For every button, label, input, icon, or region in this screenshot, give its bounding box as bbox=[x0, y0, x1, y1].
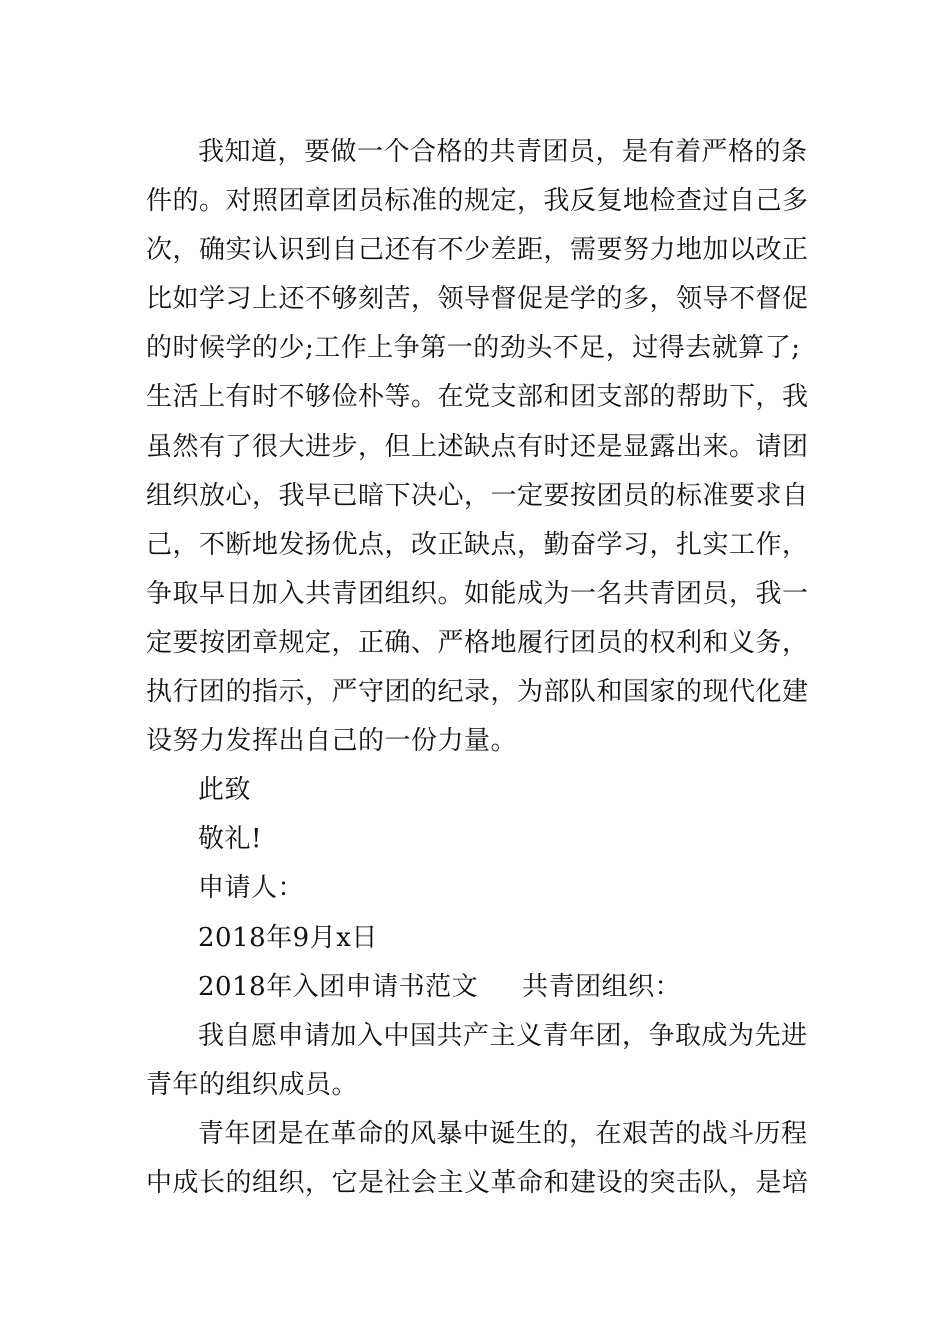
greeting: 共青团组织： bbox=[522, 971, 682, 1002]
paragraph-league-intro bbox=[146, 1110, 808, 1208]
text-line: 比如学习上还不够刻苦，领导督促是学的多，领导不督促 bbox=[146, 284, 809, 315]
closing-line: 此致 bbox=[198, 775, 252, 806]
paragraph-application bbox=[146, 1012, 808, 1110]
text-line: 生活上有时不够俭朴等。在党支部和团支部的帮助下，我 bbox=[146, 382, 809, 413]
text-line: 青年的组织成员。 bbox=[146, 1069, 359, 1100]
paragraph-self-assessment bbox=[146, 128, 808, 766]
title-line bbox=[146, 963, 808, 1012]
text-line: 次，确实认识到自己还有不少差距，需要努力地加以改正 bbox=[146, 235, 809, 266]
text-line: 组织放心，我早已暗下决心，一定要按团员的标准要求自 bbox=[146, 480, 809, 511]
text-line: 青年团是在革命的风暴中诞生的，在艰苦的战斗历程 bbox=[198, 1118, 808, 1149]
text-line: 争取早日加入共青团组织。如能成为一名共青团员，我一 bbox=[146, 578, 809, 609]
text-line: 定要按团章规定，正确、严格地履行团员的权利和义务， bbox=[146, 627, 809, 658]
text-line: 我自愿申请加入中国共产主义青年团，争取成为先进 bbox=[198, 1020, 808, 1051]
document-body bbox=[146, 128, 808, 1208]
text-line: 的时候学的少;工作上争第一的劲头不足，过得去就算了; bbox=[146, 333, 801, 364]
text-line: 件的。对照团章团员标准的规定，我反复地检查过自己多 bbox=[146, 186, 809, 217]
text-line: 虽然有了很大进步，但上述缺点有时还是显露出来。请团 bbox=[146, 431, 809, 462]
text-line: 中成长的组织，它是社会主义革命和建设的突击队，是培 bbox=[146, 1167, 809, 1198]
applicant-line: 申请人： bbox=[198, 873, 305, 904]
date-line: 2018年9月x日 bbox=[198, 922, 378, 953]
salute-line: 敬礼! bbox=[198, 824, 262, 855]
document-title: 2018年入团申请书范文 bbox=[198, 971, 479, 1002]
text-line: 执行团的指示，严守团的纪录，为部队和国家的现代化建 bbox=[146, 677, 809, 708]
text-line: 设努力发挥出自己的一份力量。 bbox=[146, 726, 518, 757]
text-line: 己，不断地发扬优点，改正缺点，勤奋学习，扎实工作， bbox=[146, 529, 809, 560]
text-line: 我知道，要做一个合格的共青团员，是有着严格的条 bbox=[198, 137, 808, 167]
